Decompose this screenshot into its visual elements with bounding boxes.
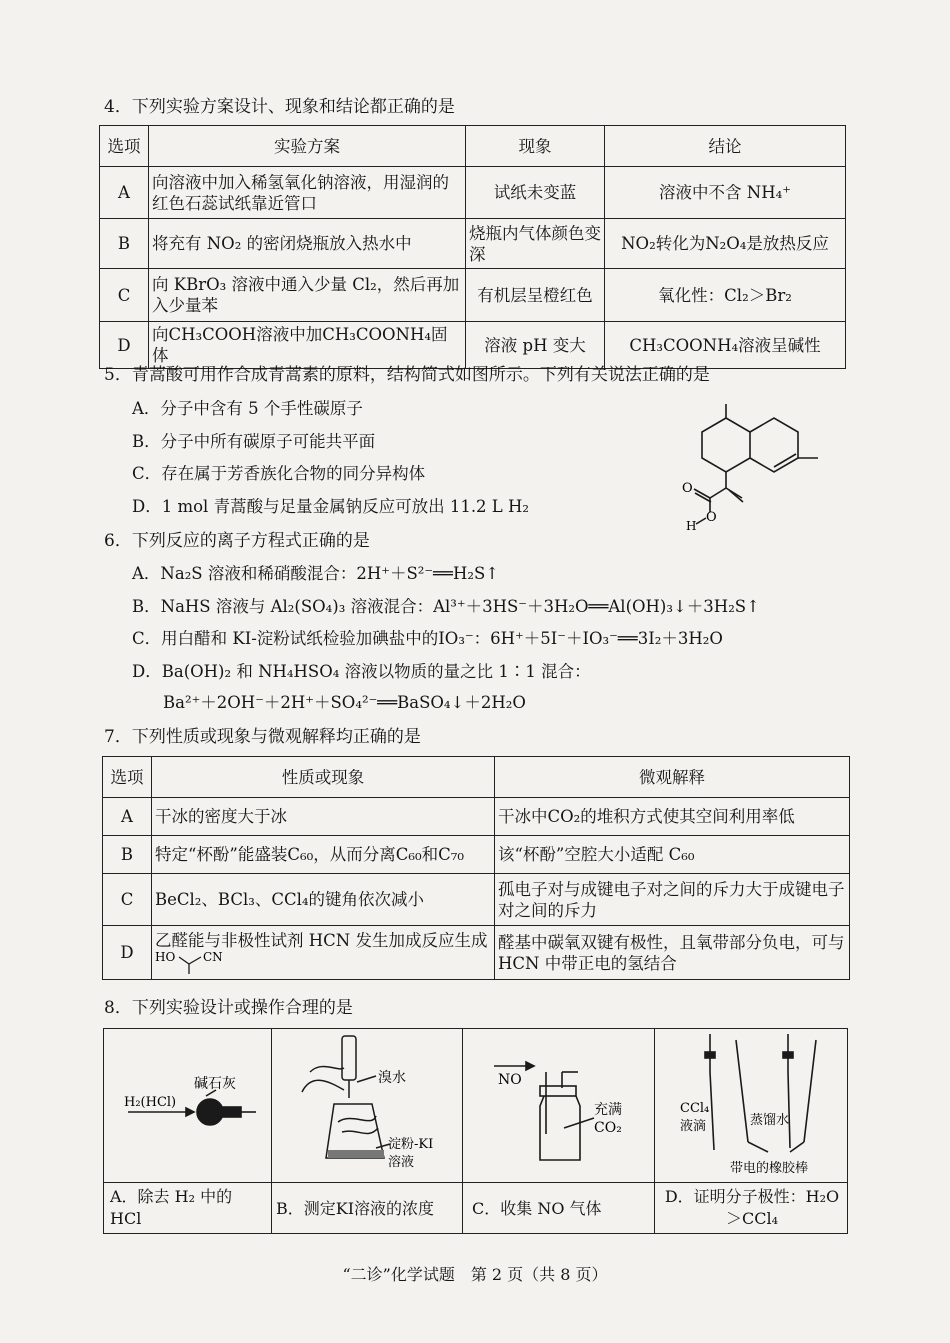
q7-stem: 7．下列性质或现象与微观解释均正确的是	[104, 727, 421, 747]
table-row	[103, 836, 850, 874]
q4-header-phenomenon: 现象	[466, 126, 605, 167]
q7-row-a-explanation: 干冰中CO₂的堆积方式使其空间利用率低	[495, 798, 850, 836]
reagent-label: 溴水	[378, 1070, 406, 1086]
hydroxyl-label: HO	[155, 951, 176, 964]
gas-label: 充满	[594, 1102, 622, 1118]
water-label: 蒸馏水	[750, 1113, 790, 1128]
q4-header-key: 选项	[100, 126, 149, 167]
table-row	[100, 167, 846, 219]
q5-option-b: B．分子中所有碳原子可能共平面	[132, 432, 376, 451]
q6-option-b: B．NaHS 溶液与 Al₂(SO₄)₃ 溶液混合：Al³⁺＋3HS⁻＋3H₂O══Al(OH)₃↓＋3H₂S↑	[132, 597, 760, 616]
table-row	[103, 798, 850, 836]
table-row	[100, 269, 846, 322]
gas-label: H₂(HCl)	[124, 1095, 177, 1110]
q4-row-d-plan: 向CH₃COOH溶液中加CH₃COONH₄固体	[149, 322, 466, 369]
q7-row-c-property: BeCl₂、BCl₃、CCl₄的键角依次减小	[152, 874, 495, 926]
q8-caption-a: A．除去 H₂ 中的HCl	[110, 1187, 233, 1228]
q4-row-d-phenomenon: 溶液 pH 变大	[466, 322, 605, 369]
q7-row-d-property-text: 乙醛能与非极性试剂 HCN 发生加成反应生成	[155, 931, 488, 950]
q4-row-b-key: B	[100, 219, 149, 269]
q7-header-row	[103, 757, 850, 798]
q4-header-row	[100, 126, 846, 167]
page-footer: “二诊”化学试题 第 2 页（共 8 页）	[342, 1265, 608, 1284]
table-row	[100, 219, 846, 269]
q7-header-explanation: 微观解释	[495, 757, 850, 798]
q4-row-a-plan: 向溶液中加入稀氢氧化钠溶液，用湿润的红色石蕊试纸靠近管口	[149, 167, 466, 219]
q7-row-d-explanation: 醛基中碳氧双键有极性，且氧带部分负电，可与 HCN 中带正电的氢结合	[495, 926, 850, 980]
q4-row-a-key: A	[100, 167, 149, 219]
q4-row-d-key: D	[100, 322, 149, 369]
droplet-label: CCl₄	[680, 1101, 710, 1116]
q4-row-c-phenomenon: 有机层呈橙红色	[466, 269, 605, 322]
solution-fill	[328, 1150, 384, 1158]
q5-option-d: D．1 mol 青蒿酸与足量金属钠反应可放出 11.2 L H₂	[132, 497, 530, 516]
rod-label: 带电的橡胶棒	[730, 1161, 809, 1176]
q4-table	[99, 125, 846, 369]
q4-row-c-key: C	[100, 269, 149, 322]
q7-row-b-explanation: 该“杯酚”空腔大小适配 C₆₀	[495, 836, 850, 874]
cyano-label: CN	[203, 951, 223, 964]
q7-header-key: 选项	[103, 757, 152, 798]
q6-option-d: D．Ba(OH)₂ 和 NH₄HSO₄ 溶液以物质的量之比 1∶1 混合：	[132, 662, 591, 681]
q7-row-b-key: B	[103, 836, 152, 874]
q5-stem: 5．青蒿酸可用作合成青蒿素的原料，结构简式如图所示。下列有关说法正确的是	[104, 365, 710, 385]
q7-header-property: 性质或现象	[152, 757, 495, 798]
q4-header-conclusion: 结论	[605, 126, 846, 167]
solution-label: 淀粉-KI	[388, 1137, 434, 1152]
gas-collection-bottle	[464, 1032, 650, 1180]
q8-stem: 8．下列实验设计或操作合理的是	[104, 998, 353, 1018]
titration-apparatus	[272, 1032, 458, 1180]
q6-stem: 6．下列反应的离子方程式正确的是	[104, 531, 370, 551]
q7-table	[102, 756, 850, 980]
q7-row-d-key: D	[103, 926, 152, 980]
q4-row-b-conclusion: NO₂转化为N₂O₄是放热反应	[605, 219, 846, 269]
q7-row-a-property: 干冰的密度大于冰	[152, 798, 495, 836]
cyanohydrin-structure	[155, 951, 227, 975]
hydrogen-label: H	[686, 519, 697, 533]
solution-label: 溶液	[388, 1155, 415, 1170]
q7-row-c-key: C	[103, 874, 152, 926]
gas-label: NO	[498, 1072, 522, 1088]
table-row	[100, 322, 846, 369]
q8-caption-d: D．证明分子极性：H₂O＞CCl₄	[664, 1187, 840, 1228]
q5-option-a: A．分子中含有 5 个手性碳原子	[132, 399, 363, 418]
q4-row-c-plan: 向 KBrO₃ 溶液中通入少量 Cl₂，然后再加入少量苯	[149, 269, 466, 322]
q8-caption-c: C．收集 NO 气体	[472, 1199, 602, 1218]
polarity-test-apparatus	[656, 1032, 846, 1182]
q7-row-d-property	[152, 926, 495, 980]
q5-option-c: C．存在属于芳香族化合物的同分异构体	[132, 464, 426, 483]
q4-row-d-conclusion: CH₃COONH₄溶液呈碱性	[605, 322, 846, 369]
oxygen-label: O	[706, 510, 717, 525]
q4-row-a-phenomenon: 试纸未变蓝	[466, 167, 605, 219]
oxygen-label: O	[682, 481, 693, 496]
q6-option-c: C．用白醋和 KI-淀粉试纸检验加碘盐中的IO₃⁻：6H⁺＋5I⁻＋IO₃⁻══3I₂＋3H₂O	[132, 629, 723, 648]
q7-row-c-explanation: 孤电子对与成键电子对之间的斥力大于成键电子对之间的斥力	[495, 874, 850, 926]
q4-header-plan: 实验方案	[149, 126, 466, 167]
table-row	[103, 926, 850, 980]
q6-option-d-equation: Ba²⁺＋2OH⁻＋2H⁺＋SO₄²⁻══BaSO₄↓＋2H₂O	[163, 693, 526, 712]
q4-row-b-plan: 将充有 NO₂ 的密闭烧瓶放入热水中	[149, 219, 466, 269]
q6-option-a: A．Na₂S 溶液和稀硝酸混合：2H⁺＋S²⁻══H₂S↑	[132, 564, 500, 583]
q7-row-b-property: 特定“杯酚”能盛装C₆₀，从而分离C₆₀和C₇₀	[152, 836, 495, 874]
q4-row-b-phenomenon: 烧瓶内气体颜色变深	[466, 219, 605, 269]
artemisinic-acid-structure	[680, 392, 830, 537]
droplet-label: 液滴	[680, 1119, 707, 1134]
table-row	[103, 874, 850, 926]
q8-caption-b: B．测定KI溶液的浓度	[276, 1199, 435, 1218]
reagent-label: 碱石灰	[194, 1076, 236, 1092]
drying-tube-apparatus	[106, 1032, 268, 1180]
q4-row-c-conclusion: 氧化性：Cl₂＞Br₂	[605, 269, 846, 322]
q7-row-a-key: A	[103, 798, 152, 836]
gas-label: CO₂	[594, 1120, 622, 1136]
q4-row-a-conclusion: 溶液中不含 NH₄⁺	[605, 167, 846, 219]
q4-stem: 4．下列实验方案设计、现象和结论都正确的是	[104, 97, 455, 117]
